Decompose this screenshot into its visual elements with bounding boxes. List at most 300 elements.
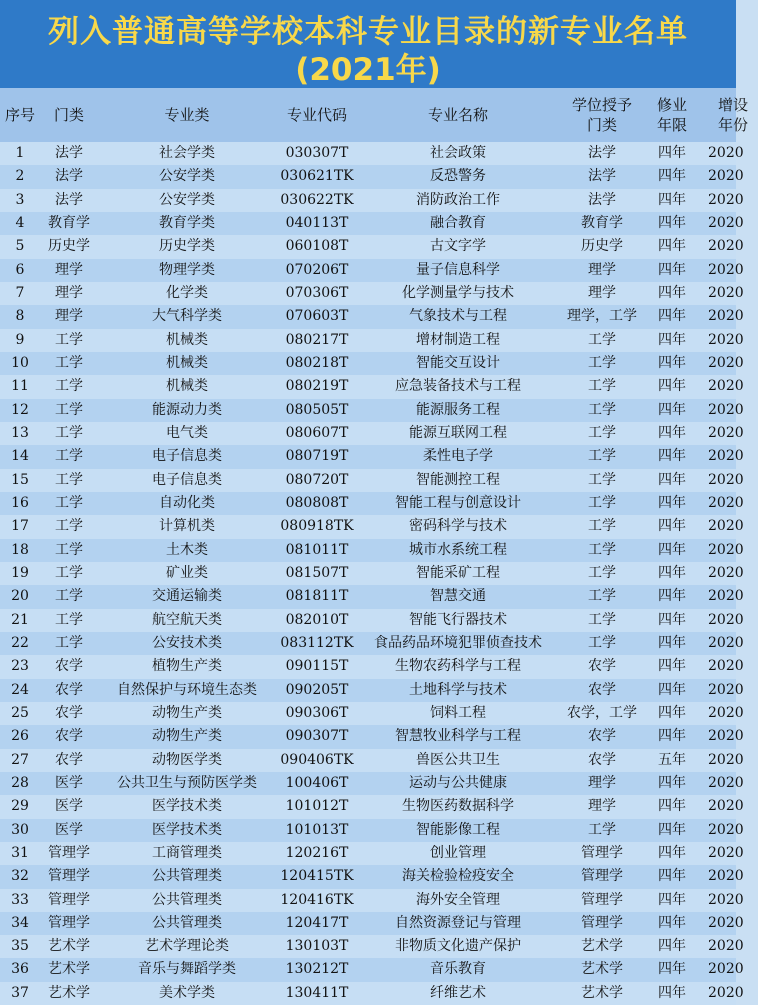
cell-duration: 四年 (658, 354, 686, 371)
cell-major-code: 081011T (285, 541, 349, 558)
cell-major-code: 090406TK (280, 751, 354, 768)
cell-major-code: 070603T (285, 308, 349, 325)
cell-year: 2020 (708, 214, 744, 231)
cell-year: 2020 (708, 704, 744, 721)
cell-index: 27 (11, 751, 29, 768)
cell-degree: 工学 (588, 448, 616, 465)
cell-major-code: 080607T (285, 424, 349, 441)
table-row (0, 282, 744, 305)
cell-major-name: 智能影像工程 (416, 821, 500, 838)
cell-index: 34 (11, 914, 29, 931)
cell-major-code: 130103T (285, 938, 349, 955)
cell-degree: 理学 (588, 284, 616, 301)
cell-major-class: 动物医学类 (152, 751, 222, 768)
cell-category: 理学 (55, 284, 83, 301)
cell-major-class: 医学技术类 (152, 798, 222, 815)
cell-duration: 四年 (658, 471, 686, 488)
cell-degree: 农学 (588, 658, 616, 675)
cell-degree: 工学 (588, 378, 616, 395)
cell-major-code: 081507T (285, 564, 349, 581)
cell-degree: 管理学 (581, 891, 623, 908)
cell-degree: 理学，工学 (567, 308, 637, 325)
cell-duration: 四年 (658, 331, 686, 348)
cell-index: 3 (15, 191, 25, 208)
cell-major-code: 080217T (285, 331, 349, 348)
cell-major-name: 增材制造工程 (416, 331, 500, 348)
cell-duration: 四年 (658, 564, 686, 581)
cell-year: 2020 (708, 868, 744, 885)
cell-duration: 四年 (658, 984, 686, 1001)
table-row (0, 515, 744, 538)
table-body (0, 142, 744, 1005)
cell-degree: 管理学 (581, 844, 623, 861)
cell-major-name: 智能工程与创意设计 (395, 494, 521, 511)
col-header-category: 门类 (53, 106, 84, 124)
cell-index: 8 (15, 308, 25, 325)
cell-index: 30 (11, 821, 29, 838)
cell-year: 2020 (708, 844, 744, 861)
table-row (0, 212, 744, 235)
table-row (0, 469, 744, 492)
cell-major-code: 030622TK (280, 191, 354, 208)
cell-duration: 四年 (658, 938, 686, 955)
cell-degree: 农学 (588, 728, 616, 745)
cell-index: 37 (11, 984, 29, 1001)
cell-year: 2020 (708, 191, 744, 208)
cell-degree: 工学 (588, 588, 616, 605)
cell-duration: 四年 (658, 168, 686, 185)
cell-category: 工学 (55, 378, 83, 395)
cell-category: 教育学 (48, 214, 90, 231)
cell-year: 2020 (708, 658, 744, 675)
cell-major-name: 运动与公共健康 (409, 774, 507, 791)
cell-major-name: 饲料工程 (430, 704, 486, 721)
cell-category: 医学 (55, 774, 83, 791)
table-row (0, 399, 744, 422)
cell-duration: 四年 (658, 214, 686, 231)
cell-category: 工学 (55, 541, 83, 558)
cell-year: 2020 (708, 238, 744, 255)
cell-duration: 五年 (658, 751, 686, 768)
cell-major-code: 101012T (285, 798, 349, 815)
cell-major-code: 080218T (285, 354, 349, 371)
cell-index: 29 (11, 798, 29, 815)
table-row (0, 749, 744, 772)
cell-index: 18 (11, 541, 29, 558)
cell-index: 36 (11, 961, 29, 978)
cell-index: 5 (15, 238, 25, 255)
cell-degree: 工学 (588, 634, 616, 651)
cell-duration: 四年 (658, 634, 686, 651)
cell-year: 2020 (708, 634, 744, 651)
cell-major-name: 食品药品环境犯罪侦查技术 (374, 634, 542, 651)
cell-major-name: 能源互联网工程 (409, 424, 507, 441)
cell-duration: 四年 (658, 424, 686, 441)
cell-major-class: 历史学类 (159, 238, 215, 255)
cell-degree: 历史学 (581, 238, 623, 255)
cell-category: 工学 (55, 564, 83, 581)
cell-major-code: 090307T (285, 728, 349, 745)
cell-category: 农学 (55, 704, 83, 721)
cell-major-name: 古文字学 (430, 238, 486, 255)
cell-year: 2020 (708, 424, 744, 441)
cell-major-code: 040113T (285, 214, 349, 231)
cell-degree: 工学 (588, 494, 616, 511)
cell-major-class: 化学类 (166, 284, 208, 301)
cell-category: 工学 (55, 424, 83, 441)
cell-year: 2020 (708, 611, 744, 628)
cell-duration: 四年 (658, 704, 686, 721)
cell-degree: 农学，工学 (567, 704, 637, 721)
cell-major-name: 应急装备技术与工程 (395, 378, 521, 395)
cell-year: 2020 (708, 984, 744, 1001)
cell-category: 法学 (55, 145, 83, 161)
cell-degree: 管理学 (581, 914, 623, 931)
cell-index: 14 (11, 448, 29, 465)
cell-major-name: 海关检验检疫安全 (402, 868, 514, 885)
cell-major-class: 自然保护与环境生态类 (117, 681, 257, 698)
cell-major-code: 080720T (285, 471, 349, 488)
cell-degree: 工学 (588, 821, 616, 838)
table-row (0, 889, 744, 912)
cell-major-name: 创业管理 (430, 844, 486, 861)
cell-index: 21 (11, 611, 29, 628)
cell-major-name: 消防政治工作 (416, 191, 500, 208)
page-subtitle-year: (2021年) (295, 52, 441, 88)
cell-major-class: 电子信息类 (152, 471, 222, 488)
cell-category: 工学 (55, 331, 83, 348)
cell-year: 2020 (708, 448, 744, 465)
cell-category: 历史学 (48, 238, 90, 255)
cell-index: 7 (15, 284, 25, 301)
cell-major-code: 090306T (285, 704, 349, 721)
cell-category: 工学 (55, 354, 83, 371)
cell-major-class: 大气科学类 (152, 308, 222, 325)
cell-major-class: 动物生产类 (152, 728, 222, 745)
cell-degree: 工学 (588, 611, 616, 628)
cell-major-class: 机械类 (166, 331, 208, 348)
cell-major-name: 密码科学与技术 (409, 518, 507, 535)
cell-year: 2020 (708, 168, 744, 185)
cell-index: 6 (15, 261, 25, 278)
cell-major-class: 机械类 (166, 354, 208, 371)
cell-year: 2020 (708, 261, 744, 278)
cell-major-class: 公共管理类 (152, 891, 222, 908)
cell-degree: 工学 (588, 564, 616, 581)
cell-year: 2020 (708, 518, 744, 535)
cell-duration: 四年 (658, 191, 686, 208)
cell-index: 26 (11, 728, 29, 745)
table-row (0, 142, 744, 165)
cell-major-class: 公共卫生与预防医学类 (117, 774, 257, 791)
table-row (0, 305, 744, 328)
cell-category: 工学 (55, 494, 83, 511)
cell-degree: 理学 (588, 798, 616, 815)
cell-degree: 工学 (588, 424, 616, 441)
table-row (0, 632, 744, 655)
cell-degree: 艺术学 (581, 961, 623, 978)
table-row (0, 958, 744, 981)
cell-category: 管理学 (48, 844, 90, 861)
col-header-major-class: 专业类 (164, 106, 210, 124)
cell-year: 2020 (708, 681, 744, 698)
cell-duration: 四年 (658, 891, 686, 908)
cell-major-code: 030621TK (280, 168, 354, 185)
cell-major-name: 能源服务工程 (416, 401, 500, 418)
table-row (0, 445, 744, 468)
cell-category: 农学 (55, 728, 83, 745)
page-title: 列入普通高等学校本科专业目录的新专业名单 (48, 14, 688, 50)
cell-year: 2020 (708, 588, 744, 605)
cell-category: 农学 (55, 681, 83, 698)
cell-major-name: 社会政策 (430, 145, 486, 161)
cell-major-class: 能源动力类 (152, 401, 222, 418)
cell-major-class: 矿业类 (166, 564, 208, 581)
cell-major-code: 030307T (285, 145, 349, 161)
cell-category: 工学 (55, 471, 83, 488)
cell-category: 医学 (55, 821, 83, 838)
cell-degree: 理学 (588, 774, 616, 791)
cell-major-code: 060108T (285, 238, 349, 255)
cell-year: 2020 (708, 308, 744, 325)
cell-major-class: 音乐与舞蹈学类 (138, 961, 236, 978)
cell-major-class: 公共管理类 (152, 868, 222, 885)
cell-index: 23 (11, 658, 29, 675)
table-row (0, 982, 744, 1005)
cell-year: 2020 (708, 564, 744, 581)
cell-degree: 艺术学 (581, 984, 623, 1001)
cell-major-class: 社会学类 (159, 145, 215, 161)
cell-year: 2020 (708, 284, 744, 301)
cell-major-class: 公安学类 (159, 168, 215, 185)
cell-major-code: 130212T (285, 961, 349, 978)
cell-major-code: 101013T (285, 821, 349, 838)
cell-category: 理学 (55, 261, 83, 278)
cell-category: 管理学 (48, 891, 90, 908)
cell-duration: 四年 (658, 494, 686, 511)
cell-major-name: 化学测量学与技术 (402, 284, 514, 301)
cell-degree: 工学 (588, 471, 616, 488)
title-banner (0, 0, 736, 88)
cell-duration: 四年 (658, 961, 686, 978)
table-row (0, 679, 744, 702)
cell-major-class: 自动化类 (159, 494, 215, 511)
cell-major-name: 兽医公共卫生 (416, 751, 500, 768)
cell-duration: 四年 (658, 774, 686, 791)
cell-duration: 四年 (658, 308, 686, 325)
cell-major-class: 公共管理类 (152, 914, 222, 931)
cell-major-name: 非物质文化遗产保护 (395, 938, 521, 955)
table-row (0, 655, 744, 678)
cell-year: 2020 (708, 354, 744, 371)
cell-category: 工学 (55, 518, 83, 535)
cell-year: 2020 (708, 378, 744, 395)
cell-duration: 四年 (658, 658, 686, 675)
cell-category: 医学 (55, 798, 83, 815)
table-row (0, 235, 744, 258)
cell-year: 2020 (708, 331, 744, 348)
col-header-major-code: 专业代码 (286, 106, 347, 124)
cell-year: 2020 (708, 938, 744, 955)
cell-major-name: 智能飞行器技术 (409, 611, 507, 628)
table-row (0, 609, 744, 632)
cell-degree: 工学 (588, 518, 616, 535)
cell-year: 2020 (708, 728, 744, 745)
cell-duration: 四年 (658, 284, 686, 301)
cell-degree: 法学 (588, 145, 616, 161)
cell-major-code: 083112TK (280, 634, 354, 651)
cell-degree: 工学 (588, 401, 616, 418)
cell-year: 2020 (708, 401, 744, 418)
cell-category: 法学 (55, 191, 83, 208)
col-header-year: 增设 年份 (717, 96, 748, 134)
cell-index: 22 (11, 634, 29, 651)
cell-duration: 四年 (658, 588, 686, 605)
cell-major-name: 气象技术与工程 (409, 308, 507, 325)
cell-duration: 四年 (658, 821, 686, 838)
cell-major-code: 080808T (285, 494, 349, 511)
cell-degree: 理学 (588, 261, 616, 278)
cell-duration: 四年 (658, 541, 686, 558)
cell-index: 35 (11, 938, 29, 955)
cell-category: 工学 (55, 401, 83, 418)
cell-major-class: 公安学类 (159, 191, 215, 208)
cell-duration: 四年 (658, 611, 686, 628)
table-row (0, 842, 744, 865)
cell-category: 农学 (55, 751, 83, 768)
table-row (0, 819, 744, 842)
cell-index: 32 (11, 868, 29, 885)
cell-category: 艺术学 (48, 961, 90, 978)
cell-year: 2020 (708, 961, 744, 978)
cell-major-class: 土木类 (166, 541, 208, 558)
cell-major-code: 080219T (285, 378, 349, 395)
cell-index: 12 (11, 401, 29, 418)
cell-duration: 四年 (658, 868, 686, 885)
cell-category: 工学 (55, 588, 83, 605)
cell-major-code: 120417T (285, 914, 349, 931)
cell-major-code: 120416TK (280, 891, 354, 908)
cell-duration: 四年 (658, 448, 686, 465)
cell-index: 9 (15, 331, 25, 348)
cell-major-class: 计算机类 (159, 518, 215, 535)
cell-duration: 四年 (658, 681, 686, 698)
cell-major-code: 100406T (285, 774, 349, 791)
cell-degree: 工学 (588, 331, 616, 348)
cell-major-code: 090205T (285, 681, 349, 698)
cell-degree: 法学 (588, 191, 616, 208)
cell-major-class: 植物生产类 (152, 658, 222, 675)
table-row (0, 189, 744, 212)
cell-index: 33 (11, 891, 29, 908)
cell-index: 24 (11, 681, 29, 698)
table-row (0, 539, 744, 562)
cell-major-name: 生物医药数据科学 (402, 798, 514, 815)
cell-major-code: 080719T (285, 448, 349, 465)
cell-major-name: 反恐警务 (430, 168, 486, 185)
table-row (0, 795, 744, 818)
cell-degree: 工学 (588, 354, 616, 371)
cell-category: 农学 (55, 658, 83, 675)
cell-major-class: 教育学类 (159, 214, 215, 231)
cell-major-name: 城市水系统工程 (409, 541, 507, 558)
cell-degree: 管理学 (581, 868, 623, 885)
cell-degree: 农学 (588, 681, 616, 698)
cell-year: 2020 (708, 914, 744, 931)
cell-major-name: 智能测控工程 (416, 471, 500, 488)
cell-major-name: 土地科学与技术 (409, 681, 507, 698)
cell-major-class: 交通运输类 (152, 588, 222, 605)
col-header-major-name: 专业名称 (427, 106, 488, 124)
cell-index: 16 (11, 494, 29, 511)
cell-duration: 四年 (658, 728, 686, 745)
cell-major-class: 机械类 (166, 378, 208, 395)
cell-category: 管理学 (48, 868, 90, 885)
table-row (0, 492, 744, 515)
table-row (0, 375, 744, 398)
cell-major-class: 电气类 (166, 424, 208, 441)
cell-index: 31 (11, 844, 29, 861)
cell-year: 2020 (708, 541, 744, 558)
cell-index: 11 (11, 378, 29, 395)
cell-major-name: 智慧交通 (430, 588, 486, 605)
table-row (0, 772, 744, 795)
cell-degree: 艺术学 (581, 938, 623, 955)
table-row (0, 352, 744, 375)
cell-category: 理学 (55, 308, 83, 325)
cell-major-code: 120415TK (280, 868, 354, 885)
col-header-duration: 修业 年限 (656, 96, 687, 134)
table-row (0, 865, 744, 888)
cell-major-code: 090115T (285, 658, 349, 675)
cell-index: 10 (11, 354, 29, 371)
cell-year: 2020 (708, 145, 744, 161)
cell-major-code: 070206T (285, 261, 349, 278)
cell-major-name: 纤维艺术 (430, 984, 486, 1001)
cell-year: 2020 (708, 774, 744, 791)
cell-duration: 四年 (658, 401, 686, 418)
cell-year: 2020 (708, 471, 744, 488)
cell-major-name: 智能采矿工程 (416, 564, 500, 581)
cell-index: 2 (15, 168, 25, 185)
cell-major-class: 物理学类 (159, 261, 215, 278)
cell-index: 19 (11, 564, 29, 581)
cell-duration: 四年 (658, 914, 686, 931)
cell-category: 工学 (55, 611, 83, 628)
cell-major-name: 量子信息科学 (416, 261, 500, 278)
cell-degree: 农学 (588, 751, 616, 768)
cell-major-code: 080505T (285, 401, 349, 418)
table-row (0, 422, 744, 445)
cell-index: 25 (11, 704, 29, 721)
cell-index: 28 (11, 774, 29, 791)
cell-year: 2020 (708, 494, 744, 511)
cell-duration: 四年 (658, 378, 686, 395)
cell-major-class: 艺术学理论类 (145, 938, 229, 955)
cell-major-name: 生物农药科学与工程 (395, 658, 521, 675)
cell-year: 2020 (708, 751, 744, 768)
cell-major-code: 080918TK (280, 518, 354, 535)
cell-duration: 四年 (658, 518, 686, 535)
cell-major-class: 航空航天类 (152, 611, 222, 628)
cell-category: 工学 (55, 634, 83, 651)
cell-duration: 四年 (658, 238, 686, 255)
cell-year: 2020 (708, 821, 744, 838)
cell-index: 4 (15, 214, 25, 231)
cell-major-name: 自然资源登记与管理 (395, 914, 521, 931)
cell-major-name: 智慧牧业科学与工程 (395, 728, 521, 745)
table-row (0, 165, 744, 188)
